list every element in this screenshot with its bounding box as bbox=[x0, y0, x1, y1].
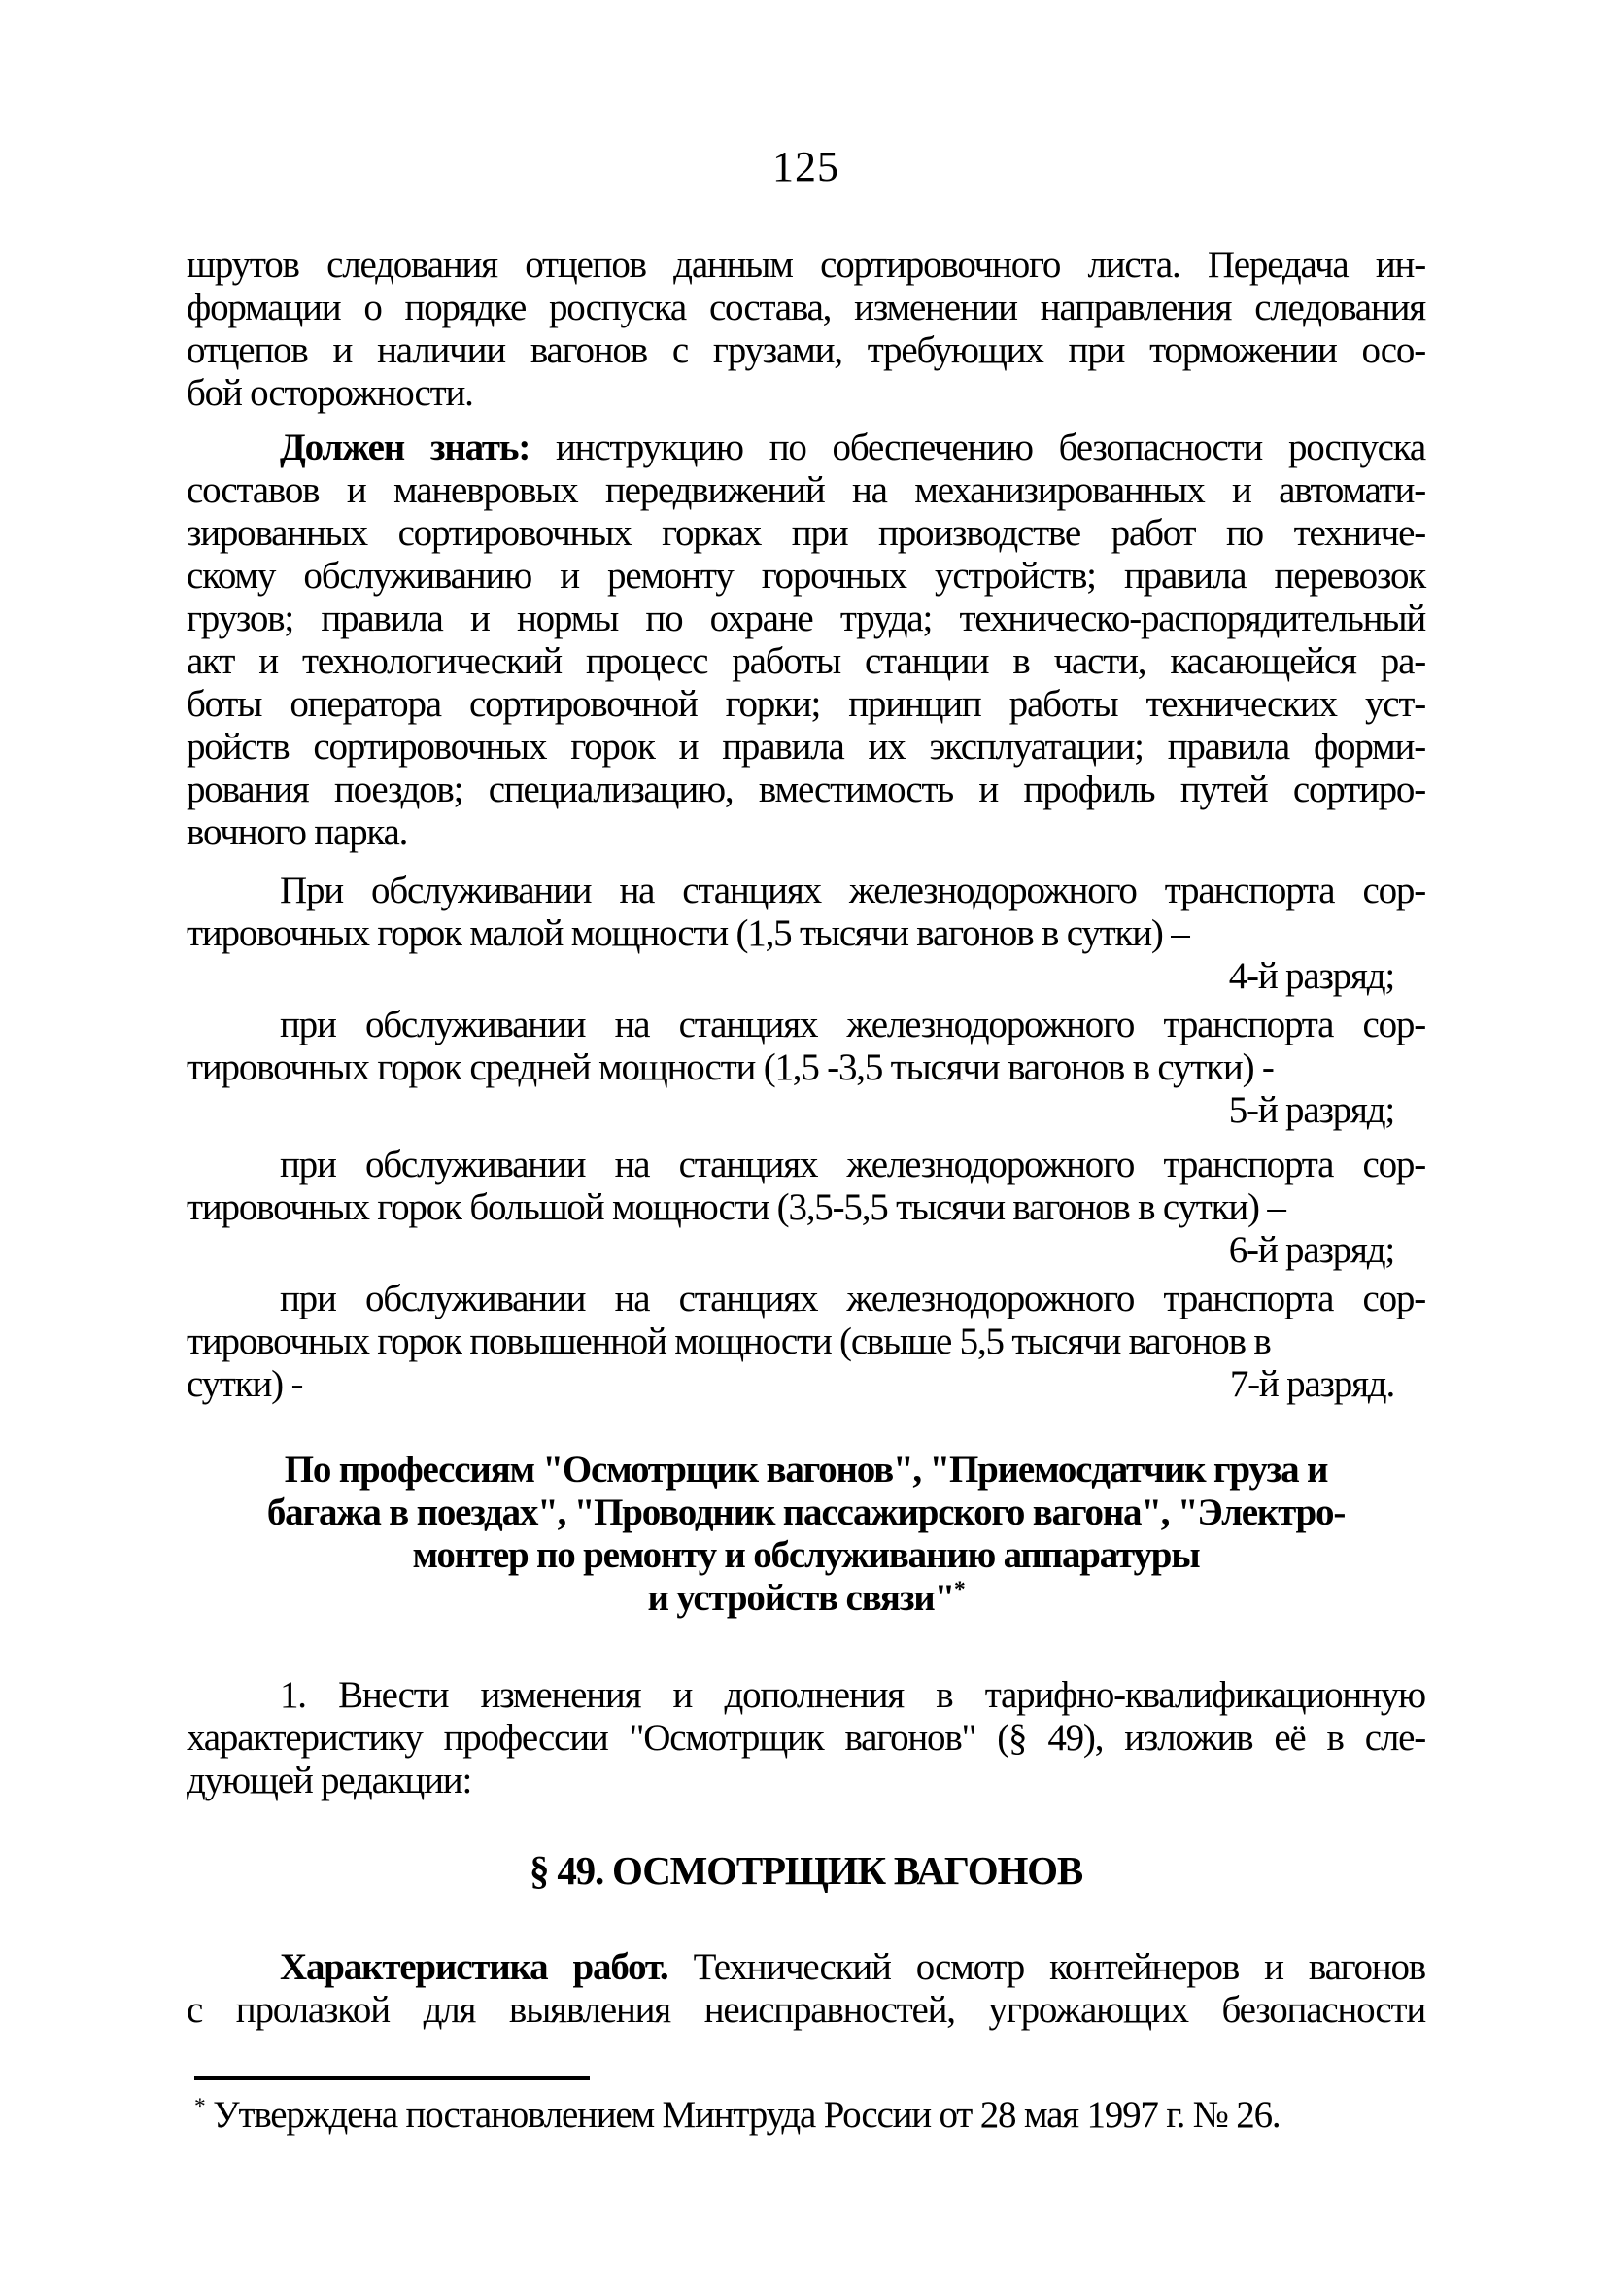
text-line: тировочных горок повышенной мощности (свыше 5,5 тысячи вагонов в bbox=[187, 1320, 1271, 1362]
text-line: тировочных горок большой мощности (3,5-5,5 тысячи вагонов в сутки) – bbox=[187, 1186, 1285, 1228]
text-line: тировочных горок средней мощности (1,5 -3,5 тысячи вагонов в сутки) - bbox=[187, 1046, 1274, 1088]
heading-last-line bbox=[187, 1577, 1425, 1620]
text-line: составов и маневровых передвижений на механизированных и автомати- bbox=[187, 469, 1425, 511]
paragraph-amendment bbox=[187, 1674, 1425, 1802]
grade-block-5 bbox=[187, 1004, 1425, 1132]
section-heading: § 49. ОСМОТРЩИК ВАГОНОВ bbox=[530, 1848, 1082, 1893]
paragraph-intro bbox=[187, 244, 1425, 415]
text-line: шрутов следования отцепов данным сортировочного листа. Передача ин- bbox=[187, 244, 1425, 286]
work-description-label: Характеристика работ. bbox=[280, 1946, 668, 1988]
grade-block-6 bbox=[187, 1144, 1425, 1272]
heading-line-text: и устройств связи" bbox=[647, 1577, 955, 1619]
grade-block-7 bbox=[187, 1278, 1425, 1406]
footnote-marker: * bbox=[194, 2094, 205, 2119]
text-line: ройств сортировочных горок и правила их эксплуатации; правила форми- bbox=[187, 726, 1425, 768]
text-line: формации о порядке роспуска состава, изменении направления следования bbox=[187, 287, 1425, 328]
text-line: при обслуживании на станциях железнодорожного транспорта сор- bbox=[280, 1144, 1425, 1185]
text-line: 1. Внести изменения и дополнения в тарифно-квалификационную bbox=[280, 1674, 1425, 1716]
text-line: при обслуживании на станциях железнодорожного транспорта сор- bbox=[280, 1004, 1425, 1045]
grade-label: 6-й разряд; bbox=[1228, 1229, 1394, 1271]
footnote-marker: * bbox=[954, 1577, 965, 1602]
text-line: при обслуживании на станциях железнодорожного транспорта сор- bbox=[280, 1278, 1425, 1319]
text-line: отцепов и наличии вагонов с грузами, требующих при торможении осо- bbox=[187, 329, 1425, 371]
text-line: дующей редакции: bbox=[187, 1760, 472, 1801]
text-line: тировочных горок малой мощности (1,5 тысячи вагонов в сутки) – bbox=[187, 912, 1189, 954]
professions-heading bbox=[187, 1449, 1425, 1620]
paragraph-must-know bbox=[187, 427, 1425, 854]
footnote bbox=[194, 2094, 1425, 2137]
text-line bbox=[187, 1946, 1425, 1989]
document-body bbox=[187, 244, 1425, 2137]
grade-label: 4-й разряд; bbox=[1228, 955, 1394, 997]
text-line: акт и технологический процесс работы станции в части, касающейся ра- bbox=[187, 640, 1425, 682]
footnote-text: Утверждена постановлением Минтруда России от 28 мая 1997 г. № 26. bbox=[213, 2094, 1281, 2136]
heading-line: монтер по ремонту и обслуживанию аппаратуры bbox=[412, 1534, 1200, 1576]
text-line: рования поездов; специализацию, вместимость и профиль путей сортиро- bbox=[187, 769, 1425, 810]
grade-line-left: сутки) - bbox=[187, 1363, 303, 1405]
text-line: бой осторожности. bbox=[187, 372, 473, 414]
heading-line: По профессиям "Осмотрщик вагонов", "Приемосдатчик груза и bbox=[284, 1449, 1328, 1491]
grade-block-4 bbox=[187, 870, 1425, 998]
work-description-first-line: Технический осмотр контейнеров и вагонов bbox=[693, 1946, 1425, 1988]
text-line: зированных сортировочных горках при производстве работ по техниче- bbox=[187, 512, 1425, 554]
paragraph-work-description bbox=[187, 1946, 1425, 2032]
heading-line: багажа в поездах", "Проводник пассажирского вагона", "Электро- bbox=[266, 1491, 1346, 1533]
text-line: боты оператора сортировочной горки; принцип работы технических уст- bbox=[187, 683, 1425, 725]
must-know-label: Должен знать: bbox=[280, 427, 530, 468]
grade-label: 7-й разряд. bbox=[1229, 1363, 1394, 1405]
text-line: скому обслуживанию и ремонту горочных устройств; правила перевозок bbox=[187, 555, 1425, 597]
grade-label: 5-й разряд; bbox=[1228, 1089, 1394, 1131]
text-line: грузов; правила и нормы по охране труда; техническо-распорядительный bbox=[187, 598, 1425, 639]
text-line: с пролазкой для выявления неисправностей, угрожающих безопасности bbox=[187, 1989, 1425, 2031]
grade-line bbox=[187, 1363, 1425, 1406]
text-line bbox=[187, 427, 1425, 469]
text-line: При обслуживании на станциях железнодорожного транспорта сор- bbox=[280, 870, 1425, 911]
must-know-first-line: инструкцию по обеспечению безопасности роспуска bbox=[555, 427, 1425, 468]
footnote-separator bbox=[194, 2076, 590, 2080]
text-line: вочного парка. bbox=[187, 811, 408, 853]
text-line: характеристику профессии "Осмотрщик вагонов" (§ 49), изложив её в сле- bbox=[187, 1717, 1425, 1759]
page-number: 125 bbox=[772, 143, 839, 190]
